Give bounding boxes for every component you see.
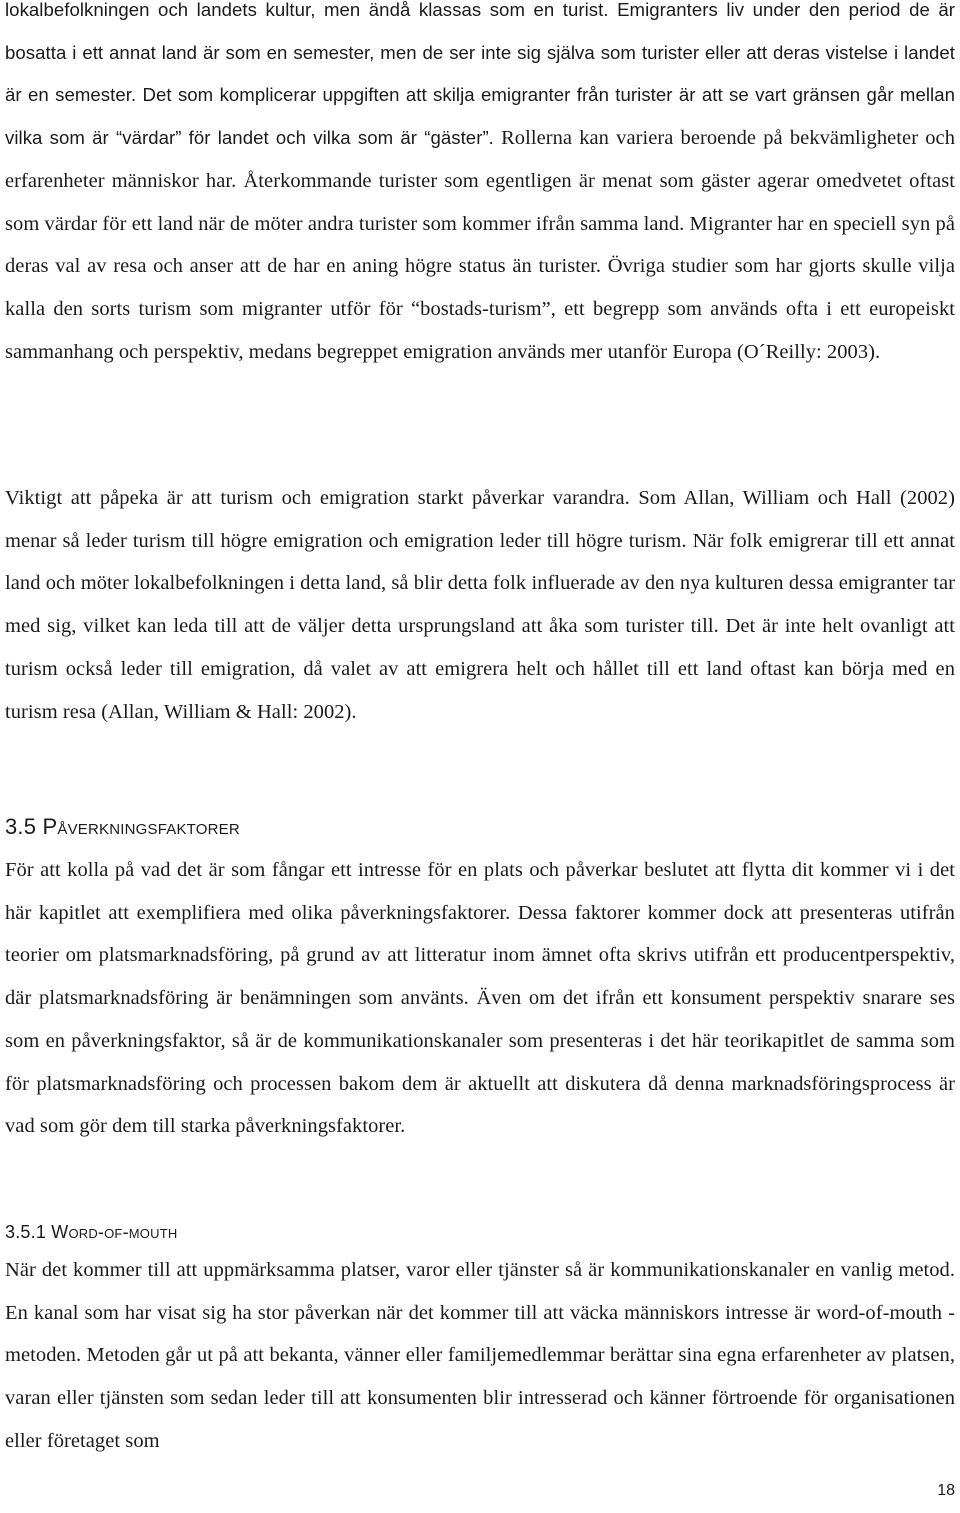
paragraph-word-of-mouth: När det kommer till att uppmärksamma platser, varor eller tjänster så är kommunikationskanaler en vanlig metod. En kanal som har visat sig ha stor påverkan när det kommer till att väcka människors intresse är word-of-mouth -metoden. Metoden går ut på att bekanta, vänner eller familjemedlemmar berättar sina egna erfarenheter av platsen, varan eller tjänsten som sedan leder till att konsumenten blir intresserad och känner förtroende för organisationen eller företaget som	[5, 1259, 955, 1452]
paragraph-influence-factors: För att kolla på vad det är som fångar ett intresse för en plats och påverkar beslutet att flytta dit kommer vi i det här kapitlet att exemplifiera med olika påverkningsfaktorer. Dessa faktorer kommer dock att presenteras utifrån teorier om platsmarknadsföring, på grund av att litteratur inom ämnet ofta skrivs utifrån ett producentperspektiv, där platsmarknadsföring är benämningen som använts. Även om det ifrån ett konsument perspektiv snarare ses som en påverkningsfaktor, så är de kommunikationskanaler som presenteras i det här teorikapitlet de samma som för platsmarknadsföring och processen bakom dem är aktuellt att diskutera då denna marknadsföringsprocess är vad som gör dem till starka påverkningsfaktorer.	[5, 859, 955, 1138]
section-title: Påverkningsfaktorer	[42, 814, 240, 839]
paragraph-serif-segment: Rollerna kan variera beroende på bekvämligheter och erfarenheter människor har. Återkommande turister som egentligen är menat som gäster agerar omedvetet oftast som värdar för ett land när de möter andra turister som kommer ifrån samma land. Migranter har en speciell syn på deras val av resa och anser att de har en aning högre status än turister. Övriga studier som har gjorts skulle vilja kalla den sorts turism som migranter utför för “bostads-turism”, ett begrepp som används ofta i ett europeiskt sammanhang och perspektiv, medans begreppet emigration används mer utanför Europa (O´Reilly: 2003).	[5, 127, 955, 363]
paragraph-tourism-emigration: Viktigt att påpeka är att turism och emigration starkt påverkar varandra. Som Allan, William och Hall (2002) menar så leder turism till högre emigration och emigration leder till högre turism. När folk emigrerar till ett annat land och möter lokalbefolkningen i detta land, så blir detta folk influerade av den nya kulturen dessa emigranter tar med sig, vilket kan leda till att de väljer detta ursprungsland att åka som turister till. Det är inte helt ovanligt att turism också leder till emigration, då valet av att emigrera helt och hållet till ett land oftast kan börja med en turism resa (Allan, William & Hall: 2002).	[5, 487, 955, 723]
paragraph-sans-segment: lokalbefolkningen och landets kultur, men ändå klassas som en turist. Emigranters liv under den period de är bosatta i ett annat land är som en semester, men de ser inte sig själva som turister eller att deras vistelse i landet är en semester. Det som komplicerar uppgiften att skilja emigranter från turister är att se vart gränsen går mellan vilka som är “värdar” för landet och vilka som är “gäster”.	[5, 0, 955, 149]
section-number: 3.5	[5, 814, 37, 839]
page-number: 18	[937, 1482, 955, 1499]
section-heading-3-5-1	[5, 1222, 177, 1243]
subsection-title: Word-of-mouth	[51, 1222, 178, 1242]
subsection-number: 3.5.1	[5, 1222, 47, 1242]
paragraph-emigrants-tourists	[5, 0, 955, 373]
section-heading-3-5	[5, 814, 240, 840]
